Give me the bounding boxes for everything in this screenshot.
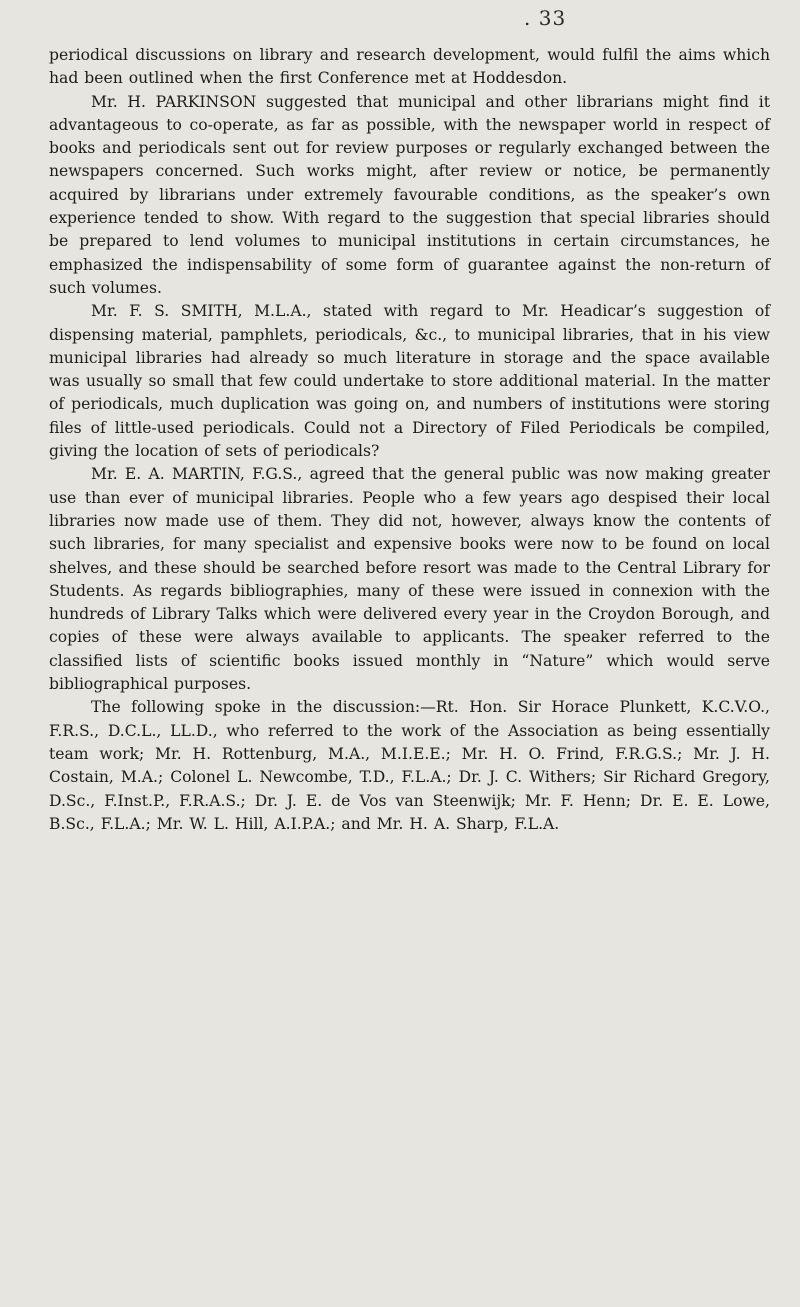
paragraph-martin: Mr. E. A. MARTIN, F.G.S., agreed that the general public was now making greater use than ever of municipal libraries. People who a few years ago despised their local libraries now made use of them. They did not, however, always know the contents of such libraries, for many specialist and expensive books were now to be found on local shelves, and these should be searched before resort was made to the Central Library for Students. As regards bibliographies, many of these were issued in connexion with the hundreds of Library Talks which were delivered every year in the Croydon Borough, and copies of these were always available to applicants. The speaker referred to the classified lists of scientific books issued monthly in “Nature” which would serve bibliographical purposes. xyxy=(49,465,770,694)
paragraph-parkinson: Mr. H. PARKINSON suggested that municipal and other librarians might find it advantageous to co-operate, as far as possible, with the newspaper world in respect of books and periodicals sent out for review purposes or regularly exchanged between the newspapers concerned. Such works might, after review or notice, be permanently acquired by librarians under extremely favourable conditions, as the speaker’s own experience tended to show. With regard to the suggestion that special libraries should be prepared to lend volumes to municipal institutions in certain circumstances, he emphasized the indispensability of some form of guarantee against the non-return of such volumes. xyxy=(49,92,770,297)
paragraph-continuation: periodical discussions on library and research development, would fulfil the aims which had been outlined when the first Conference met at Hoddesdon. xyxy=(49,46,770,88)
page-number: . 33 xyxy=(524,6,567,30)
paragraph-discussion: The following spoke in the discussion:—Rt. Hon. Sir Horace Plunkett, K.C.V.O., F.R.S., D.C.L., LL.D., who referred to the work of the Association as being essentially team work; Mr. H. Rottenburg, M.A., M.I.E.E.; Mr. H. O. Frind, F.R.G.S.; Mr. J. H. Costain, M.A.; Colonel L. Newcombe, T.D., F.L.A.; Dr. J. C. Withers; Sir Richard Gregory, D.Sc., F.Inst.P., F.R.A.S.; Dr. J. E. de Vos van Steenwijk; Mr. F. Henn; Dr. E. E. Lowe, B.Sc., F.L.A.; Mr. W. L. Hill, A.I.P.A.; and Mr. H. A. Sharp, F.L.A. xyxy=(49,698,770,833)
paragraph-smith: Mr. F. S. SMITH, M.L.A., stated with regard to Mr. Headicar’s suggestion of dispensing material, pamphlets, periodicals, &c., to municipal libraries, that in his view municipal libraries had already so much literature in storage and the space available was usually so small that few could undertake to store additional material. In the matter of periodicals, much duplication was going on, and numbers of institutions were storing files of little-used periodicals. Could not a Directory of Filed Periodicals be compiled, giving the location of sets of periodicals? xyxy=(49,302,770,461)
body-text xyxy=(49,44,770,836)
